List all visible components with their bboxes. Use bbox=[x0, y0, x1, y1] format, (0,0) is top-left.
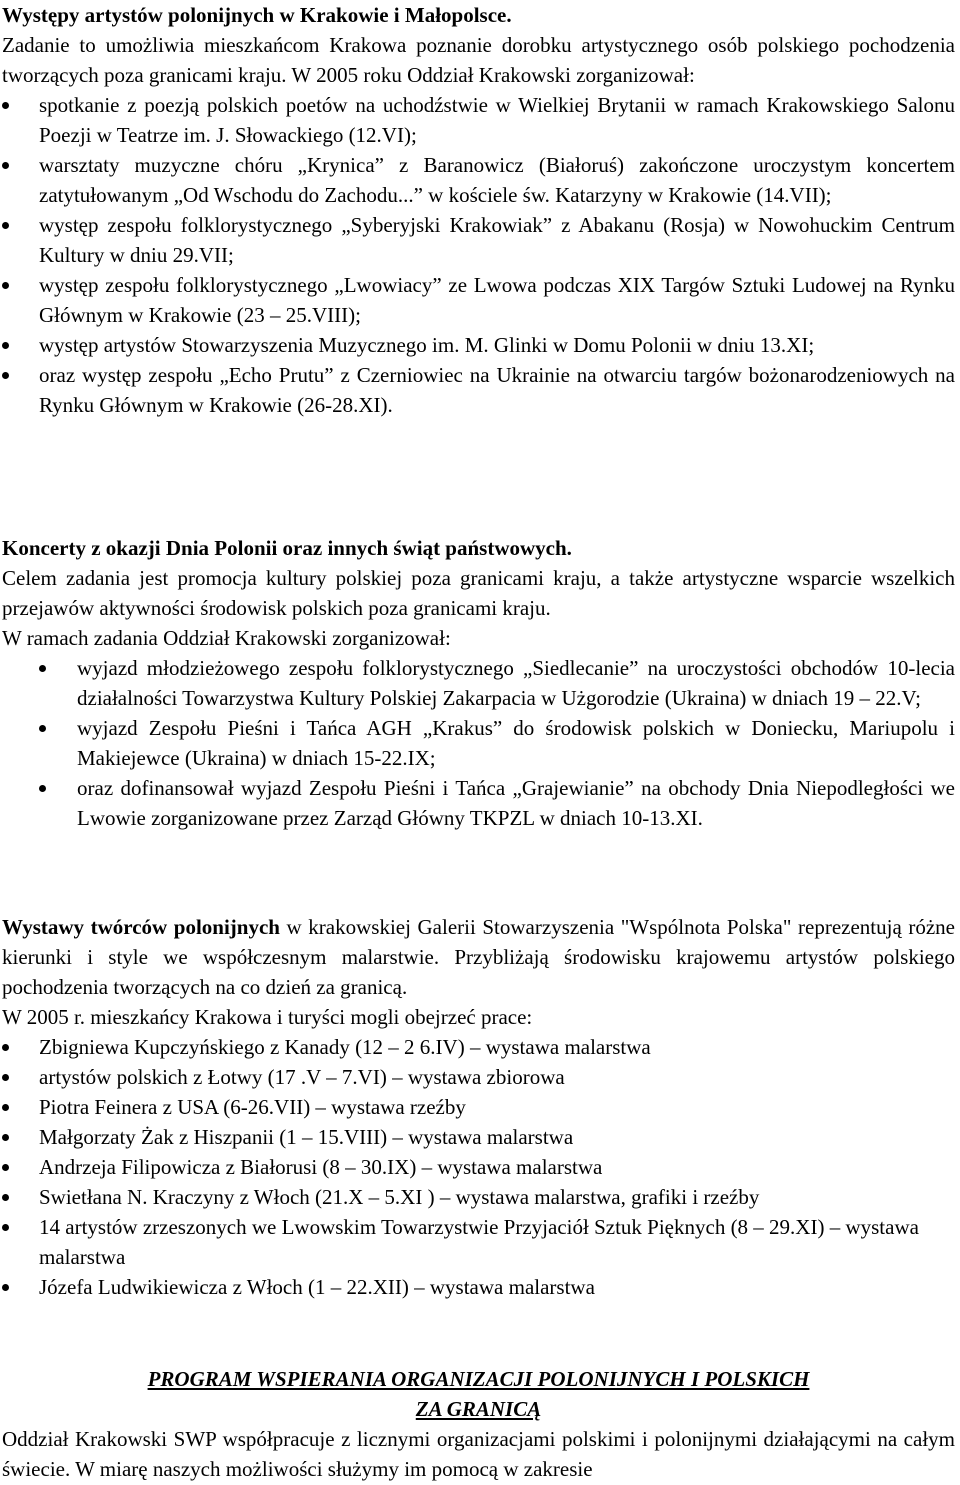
list-item: Małgorzaty Żak z Hiszpanii (1 – 15.VIII) – wystawa malarstwa bbox=[2, 1122, 955, 1152]
list-item: występ artystów Stowarzyszenia Muzycznego im. M. Glinki w Domu Polonii w dniu 13.XI; bbox=[2, 330, 955, 360]
bullet-icon bbox=[2, 1074, 9, 1081]
section-lead: W 2005 r. mieszkańcy Krakowa i turyści mogli obejrzeć prace: bbox=[2, 1005, 533, 1029]
concerts-list bbox=[2, 653, 955, 833]
performances-list bbox=[2, 90, 955, 420]
program-title bbox=[2, 1364, 955, 1424]
list-item: występ zespołu folklorystycznego „Syberyjski Krakowiak” z Abakanu (Rosja) w Nowohuckim Centrum Kultury w dniu 29.VII; bbox=[2, 210, 955, 270]
bullet-icon bbox=[2, 1194, 9, 1201]
exhibitions-list bbox=[2, 1032, 955, 1302]
section-polonia-day-concerts bbox=[2, 533, 955, 833]
list-item: Swietłana N. Kraczyny z Włoch (21.X – 5.XI ) – wystawa malarstwa, grafiki i rzeźby bbox=[2, 1182, 955, 1212]
list-item: Piotra Feinera z USA (6-26.VII) – wystawa rzeźby bbox=[2, 1092, 955, 1122]
bullet-icon bbox=[39, 785, 46, 792]
section-intro: Zadanie to umożliwia mieszkańcom Krakowa poznanie dorobku artystycznego osób polskiego pochodzenia tworzących poza granicami kraju. W 2005 roku Oddział Krakowski zorganizował: bbox=[2, 33, 955, 87]
bullet-icon bbox=[2, 1044, 9, 1051]
list-item: wyjazd młodzieżowego zespołu folklorystycznego „Siedlecanie” na uroczystości obchodów 10-lecia działalności Towarzystwa Kultury Polskiej Zakarpacia w Użgorodzie (Ukraina) w dniach 19 – 22.V; bbox=[2, 653, 955, 713]
section-heading: Występy artystów polonijnych w Krakowie i Małopolsce. bbox=[2, 3, 512, 27]
list-item: spotkanie z poezją polskich poetów na uchodźstwie w Wielkiej Brytanii w ramach Krakowskiego Salonu Poezji w Teatrze im. J. Słowackiego (12.VI); bbox=[2, 90, 955, 150]
section-intro: Celem zadania jest promocja kultury polskiej poza granicami kraju, a także artystyczne wsparcie wszelkich przejawów aktywności środowisk polskich poza granicami kraju. bbox=[2, 566, 955, 620]
section-heading: Koncerty z okazji Dnia Polonii oraz innych świąt państwowych. bbox=[2, 536, 572, 560]
list-item: oraz występ zespołu „Echo Prutu” z Czerniowiec na Ukrainie na otwarciu targów bożonarodzeniowych na Rynku Głównym w Krakowie (26-28.XI). bbox=[2, 360, 955, 420]
bullet-icon bbox=[2, 1224, 9, 1231]
bullet-icon bbox=[2, 162, 9, 169]
list-item: artystów polskich z Łotwy (17 .V – 7.VI) – wystawa zbiorowa bbox=[2, 1062, 955, 1092]
bullet-icon bbox=[2, 342, 9, 349]
section-heading: Wystawy twórców polonijnych bbox=[2, 915, 280, 939]
bullet-icon bbox=[2, 372, 9, 379]
bullet-icon bbox=[2, 1284, 9, 1291]
bullet-icon bbox=[39, 665, 46, 672]
list-item: oraz dofinansował wyjazd Zespołu Pieśni i Tańca „Grajewianie” na obchody Dnia Niepodległości we Lwowie zorganizowane przez Zarząd Główny TKPZL w dniach 10-13.XI. bbox=[2, 773, 955, 833]
section-lead: W ramach zadania Oddział Krakowski zorganizował: bbox=[2, 626, 451, 650]
list-item: występ zespołu folklorystycznego „Lwowiacy” ze Lwowa podczas XIX Targów Sztuki Ludowej na Rynku Głównym w Krakowie (23 – 25.VIII); bbox=[2, 270, 955, 330]
program-title-line1: PROGRAM WSPIERANIA ORGANIZACJI POLONIJNYCH I POLSKICH bbox=[147, 1367, 810, 1391]
bullet-icon bbox=[2, 102, 9, 109]
bullet-icon bbox=[2, 1164, 9, 1171]
section-support-program bbox=[2, 1364, 955, 1484]
list-item: 14 artystów zrzeszonych we Lwowskim Towarzystwie Przyjaciół Sztuk Pięknych (8 – 29.XI) – wystawa malarstwa bbox=[2, 1212, 955, 1272]
section-body: Oddział Krakowski SWP współpracuje z licznymi organizacjami polskimi i polonijnymi działającymi na całym świecie. W miarę naszych możliwości służymy im pomocą w zakresie bbox=[2, 1427, 955, 1481]
list-item: Zbigniewa Kupczyńskiego z Kanady (12 – 2 6.IV) – wystawa malarstwa bbox=[2, 1032, 955, 1062]
list-item: wyjazd Zespołu Pieśni i Tańca AGH „Krakus” do środowisk polskich w Doniecku, Mariupolu i Makiejewce (Ukraina) w dniach 15-22.IX; bbox=[2, 713, 955, 773]
list-item: Józefa Ludwikiewicza z Włoch (1 – 22.XII) – wystawa malarstwa bbox=[2, 1272, 955, 1302]
bullet-icon bbox=[2, 282, 9, 289]
section-intro: Wystawy twórców polonijnych w krakowskiej Galerii Stowarzyszenia "Wspólnota Polska" reprezentują różne kierunki i style we współczesnym malarstwie. Przybliżają środowisku krajowemu artystów polskiego pochodzenia tworzących na co dzień za granicą. bbox=[2, 915, 955, 999]
section-artist-performances bbox=[2, 0, 955, 420]
bullet-icon bbox=[2, 1104, 9, 1111]
list-item: Andrzeja Filipowicza z Białorusi (8 – 30.IX) – wystawa malarstwa bbox=[2, 1152, 955, 1182]
bullet-icon bbox=[2, 1134, 9, 1141]
list-item: warsztaty muzyczne chóru „Krynica” z Baranowicz (Białoruś) zakończone uroczystym koncertem zatytułowanym „Od Wschodu do Zachodu...” w kościele św. Katarzyny w Krakowie (14.VII); bbox=[2, 150, 955, 210]
bullet-icon bbox=[2, 222, 9, 229]
bullet-icon bbox=[39, 725, 46, 732]
program-title-line2: ZA GRANICĄ bbox=[415, 1397, 542, 1421]
section-exhibitions bbox=[2, 912, 955, 1302]
